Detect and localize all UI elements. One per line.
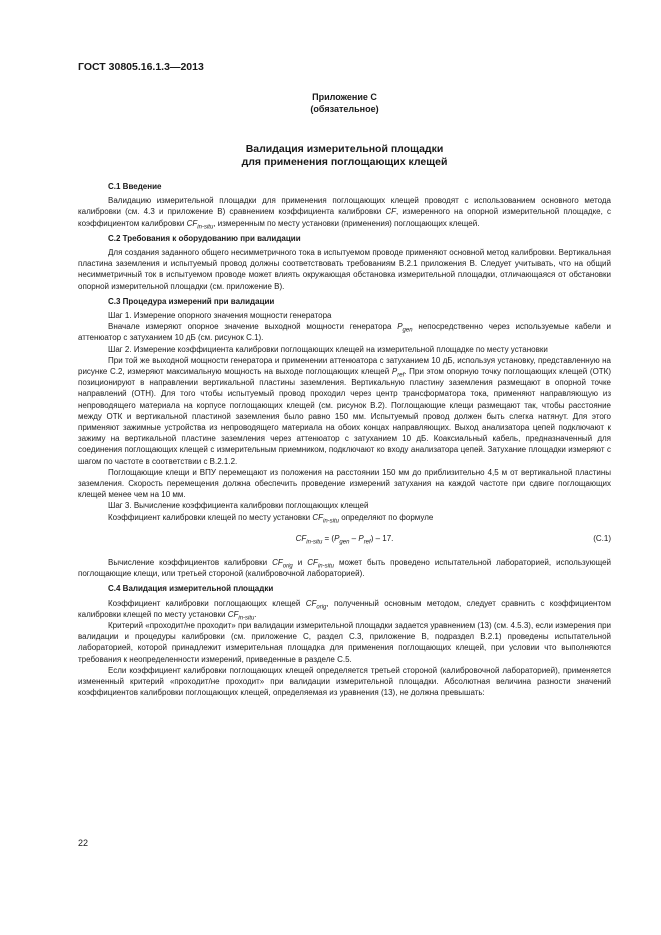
section-heading: С.2 Требования к оборудованию при валидации bbox=[108, 233, 301, 243]
step-title: Шаг 1. Измерение опорного значения мощности генератора bbox=[108, 311, 332, 321]
section-c4 bbox=[78, 583, 611, 698]
formula-expression: $CF_{in-situ} = (P_{gen} - P_{ref}) - 17$. bbox=[295, 533, 394, 546]
step-title: Шаг 2. Измерение коэффициента калибровки поглощающих клещей на измерительной площадке по месту установки bbox=[108, 344, 548, 354]
section-heading: С.1 Введение bbox=[108, 182, 162, 191]
formula-number: (С.1) bbox=[593, 533, 611, 543]
paragraph: Критерий «проходит/не проходит» при валидации измерительной площадки задается уравнением (13) (см. 4.5.3), если измерения при валидации и процедуры калибровки (см. приложение С, раздел С.3, приложение В, подраздел В.2.1) проведены испытательной лабораторией, которой принадлежит измерительная площадка для применения поглощающих клещей, при условии что выполняются требования к неопределенности измерений, приведенные в разделе С.5. bbox=[78, 620, 611, 664]
appendix-heading bbox=[78, 91, 611, 115]
paragraph: Валидацию измерительной площадки для применения поглощающих клещей проводят с использованием основного метода калибровки (см. 4.3 и приложение В) сравнением коэффициента калибровки CF, измеренного на опорной измерительной площадке, с коэффициентом калибровки $CF_{in-situ}$, измеренным по месту установки (применения) поглощающих клещей. bbox=[78, 196, 611, 231]
document-body bbox=[78, 181, 611, 702]
step-title: Шаг 3. Вычисление коэффициента калибровки поглощающих клещей bbox=[108, 501, 369, 511]
section-c3 bbox=[78, 296, 611, 579]
paragraph: Вначале измеряют опорное значение выходной мощности генератора $P_{gen}$ непосредственно через используемые кабели и аттенюатор с затуханием 10 дБ (см. рисунок С.1). bbox=[78, 322, 612, 343]
title-line-2: для применения поглощающих клещей bbox=[241, 156, 448, 168]
appendix-title bbox=[78, 143, 611, 169]
page-number: 22 bbox=[78, 838, 89, 848]
title-line-1: Валидация измерительной площадки bbox=[245, 143, 444, 155]
section-heading: С.3 Процедура измерений при валидации bbox=[108, 296, 275, 306]
appendix-label: Приложение С bbox=[312, 92, 377, 102]
paragraph: Коэффициент калибровки клещей по месту установки $CF_{in-situ}$ определяют по формуле bbox=[108, 512, 434, 525]
paragraph: Вычисление коэффициентов калибровки $CF_{orig}$ и $CF_{in-situ}$ может быть проведено испытательной лабораторией, использующей поглощающие клещи, или третьей стороной (калибровочной лабораторией). bbox=[78, 557, 612, 579]
paragraph: Если коэффициент калибровки поглощающих клещей определяется третьей стороной (калибровочной лабораторией), применяется измененный критерий «проходит/не проходит» при валидации измерительной площадки. Абсолютная величина разности значений коэффициентов калибровки поглощающих клещей, определяемая из уравнения (13), не должна превышать: bbox=[78, 665, 611, 698]
formula-c1 bbox=[78, 533, 611, 545]
appendix-status: (обязательное) bbox=[310, 104, 379, 114]
section-heading: С.4 Валидация измерительной площадки bbox=[108, 584, 274, 594]
document-id: ГОСТ 30805.16.1.3—2013 bbox=[78, 61, 204, 73]
section-c2 bbox=[78, 233, 611, 292]
paragraph: Коэффициент калибровки поглощающих клещей $CF_{orig}$, полученный основным методом, следует сравнить с коэффициентом калибровки клещей по месту установки $CF_{in-situ}$. bbox=[78, 598, 612, 622]
paragraph: Поглощающие клещи и ВПУ перемещают из положения на расстоянии 150 мм до приблизительно 4,5 м от вертикальной пластины заземления. Скорость перемещения должна обеспечить проведение измерений затухания на каждой частоте при сдвиге поглощающих клещей менее чем на 10 мм. bbox=[78, 467, 611, 500]
paragraph: При той же выходной мощности генератора и применении аттенюатора с затуханием 10 дБ, используя установку, представленную на рисунке С.2, измеряют максимальную мощность на выходе поглощающих клещей $P_{ref}$. При этом опорную точку поглощающих клещей (ОТК) позиционируют в направлении вертикальной пластины заземления. Вертикальную пластину заземления размещают в опорной точке направлений (ОТН). Для того чтобы испытуемый провод проходил через центр трансформатора тока, применяют направляющую из непроводящего материала на корпусе поглощающих клещей (см. рисунок В.2). Поглощающие клещи размещают так, чтобы расстояние между ОТК и вертикальной пластиной заземления было равно 150 мм. Испытуемый провод должен быть слегка натянут. Для этого применяют зажимные устройства из непроводящего материала на обоих концах направляющих. Выход анализатора цепей подключают к зажиму на вертикальной пластине заземления через аттенюатор с затуханием 10 дБ. Коаксиальный кабель, предназначенный для соединения поглощающих клещей с измерительным приемником, подключают ко входу анализатора цепей. Затухание площадки измеряют с шагом по частоте в соответствии с В.2.1.2. bbox=[78, 355, 611, 466]
section-c1 bbox=[78, 181, 611, 229]
paragraph: Для создания заданного общего несимметричного тока в испытуемом проводе применяют основной метод калибровки. Вертикальная пластина заземления и испытуемый провод должны соответствовать требованиям В.2.1 приложения В. Следует учитывать, что на общий несимметричный ток в испытуемом проводе может влиять окружающая обстановка измерительной площадки, отличающаяся от обстановки опорной измерительной площадки (см. приложение В). bbox=[78, 248, 611, 291]
